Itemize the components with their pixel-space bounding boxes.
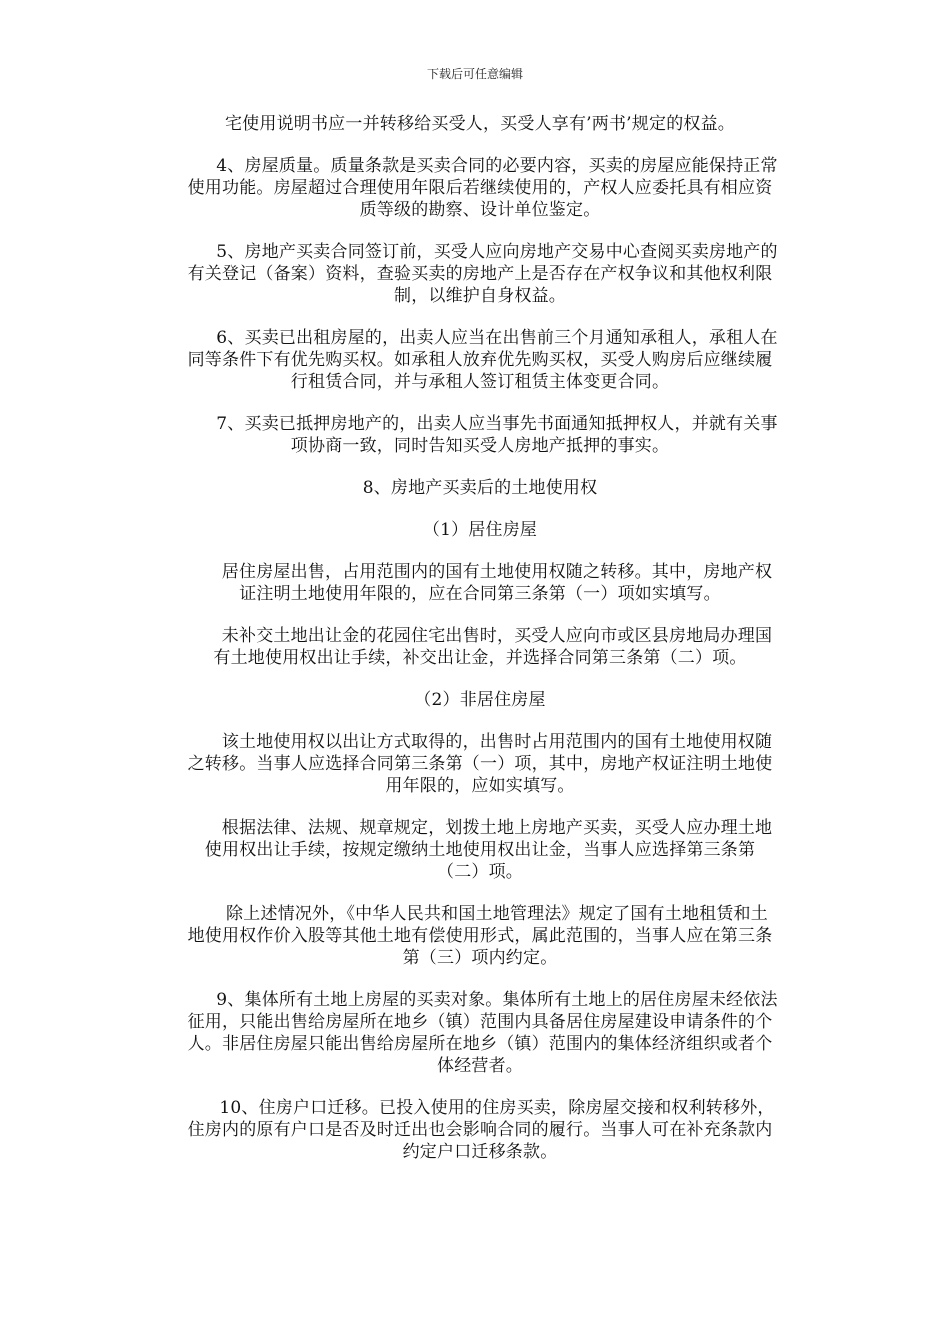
paragraph-line: 有关登记（备案）资料，查验买卖的房地产上是否存在产权争议和其他权利限 (187, 264, 773, 284)
paragraph-line: 4、房屋质量。质量条款是买卖合同的必要内容，买卖的房屋应能保持正常 (216, 156, 778, 176)
paragraph-1 (150, 113, 810, 135)
paragraph-line: 使用权出让手续，按规定缴纳土地使用权出让金，当事人应选择第三条第 (204, 840, 756, 860)
paragraph-item-9 (150, 989, 810, 1077)
page-header: 下载后可任意编辑 (426, 67, 523, 81)
paragraph-residential-sale (150, 561, 810, 605)
paragraph-line: 征用，只能出售给房屋所在地乡（镇）范围内具备居住房屋建设申请条件的个 (187, 1012, 773, 1032)
paragraph-line: 制，以维护自身权益。 (394, 286, 566, 306)
paragraph-line: （二）项。 (437, 862, 523, 882)
paragraph-item-5 (150, 241, 810, 307)
paragraph-item-10 (150, 1097, 810, 1163)
paragraph-line: 约定户口迁移条款。 (402, 1142, 558, 1162)
paragraph-line: 同等条件下有优先购买权。如承租人放弃优先购买权，买受人购房后应继续履 (187, 350, 773, 370)
paragraph-line: 住房内的原有户口是否及时迁出也会影响合同的履行。当事人可在补充条款内 (187, 1120, 773, 1140)
paragraph-allocated-land (150, 817, 810, 883)
paragraph-line: 9、集体所有土地上房屋的买卖对象。集体所有土地上的居住房屋未经依法 (216, 990, 778, 1010)
heading-line: （2）非居住房屋 (414, 690, 546, 710)
document-body (150, 113, 810, 1183)
heading-line: 8、房地产买卖后的土地使用权 (362, 478, 598, 498)
section-heading-8 (150, 477, 810, 499)
paragraph-line: 证注明土地使用年限的，应在合同第三条第（一）项如实填写。 (239, 584, 721, 604)
subsection-heading-residential (150, 519, 810, 541)
paragraph-line: 行租赁合同，并与承租人签订租赁主体变更合同。 (290, 372, 670, 392)
paragraph-other-cases (150, 903, 810, 969)
paragraph-item-4 (150, 155, 810, 221)
paragraph-line: 未补交土地出让金的花园住宅出售时，买受人应向市或区县房地局办理国 (221, 626, 773, 646)
paragraph-line: 用年限的，应如实填写。 (385, 776, 575, 796)
paragraph-line: 体经营者。 (437, 1056, 523, 1076)
paragraph-line: 居住房屋出售，占用范围内的国有土地使用权随之转移。其中，房地产权 (221, 562, 773, 582)
heading-line: （1）居住房屋 (422, 520, 538, 540)
paragraph-item-6 (150, 327, 810, 393)
paragraph-line: 第（三）项内约定。 (402, 948, 558, 968)
paragraph-line: 人。非居住房屋只能出售给房屋所在地乡（镇）范围内的集体经济组织或者个 (187, 1034, 773, 1054)
paragraph-line: 宅使用说明书应一并转移给买受人，买受人享有’两书’规定的权益。 (224, 114, 735, 134)
paragraph-item-7 (150, 413, 810, 457)
paragraph-line: 使用功能。房屋超过合理使用年限后若继续使用的，产权人应委托具有相应资 (187, 178, 773, 198)
paragraph-line: 地使用权作价入股等其他土地有偿使用形式，属此范围的，当事人应在第三条 (187, 926, 773, 946)
paragraph-land-transfer (150, 731, 810, 797)
paragraph-line: 根据法律、法规、规章规定，划拨土地上房地产买卖，买受人应办理土地 (221, 818, 773, 838)
paragraph-line: 有土地使用权出让手续，补交出让金，并选择合同第三条第（二）项。 (213, 648, 747, 668)
paragraph-line: 5、房地产买卖合同签订前，买受人应向房地产交易中心查阅买卖房地产的 (216, 242, 778, 262)
subsection-heading-non-residential (150, 689, 810, 711)
paragraph-line: 7、买卖已抵押房地产的，出卖人应当事先书面通知抵押权人，并就有关事 (216, 414, 778, 434)
paragraph-line: 除上述情况外，《中华人民共和国土地管理法》规定了国有土地租赁和土 (226, 904, 768, 924)
paragraph-line: 之转移。当事人应选择合同第三条第（一）项，其中，房地产权证注明土地使 (187, 754, 773, 774)
paragraph-line: 该土地使用权以出让方式取得的，出售时占用范围内的国有土地使用权随 (221, 732, 773, 752)
paragraph-line: 质等级的勘察、设计单位鉴定。 (359, 200, 601, 220)
paragraph-line: 10、住房户口迁移。已投入使用的住房买卖，除房屋交接和权利转移外， (219, 1098, 775, 1118)
paragraph-line: 项协商一致，同时告知买受人房地产抵押的事实。 (290, 436, 670, 456)
paragraph-line: 6、买卖已出租房屋的，出卖人应当在出售前三个月通知承租人，承租人在 (216, 328, 778, 348)
paragraph-garden-house (150, 625, 810, 669)
